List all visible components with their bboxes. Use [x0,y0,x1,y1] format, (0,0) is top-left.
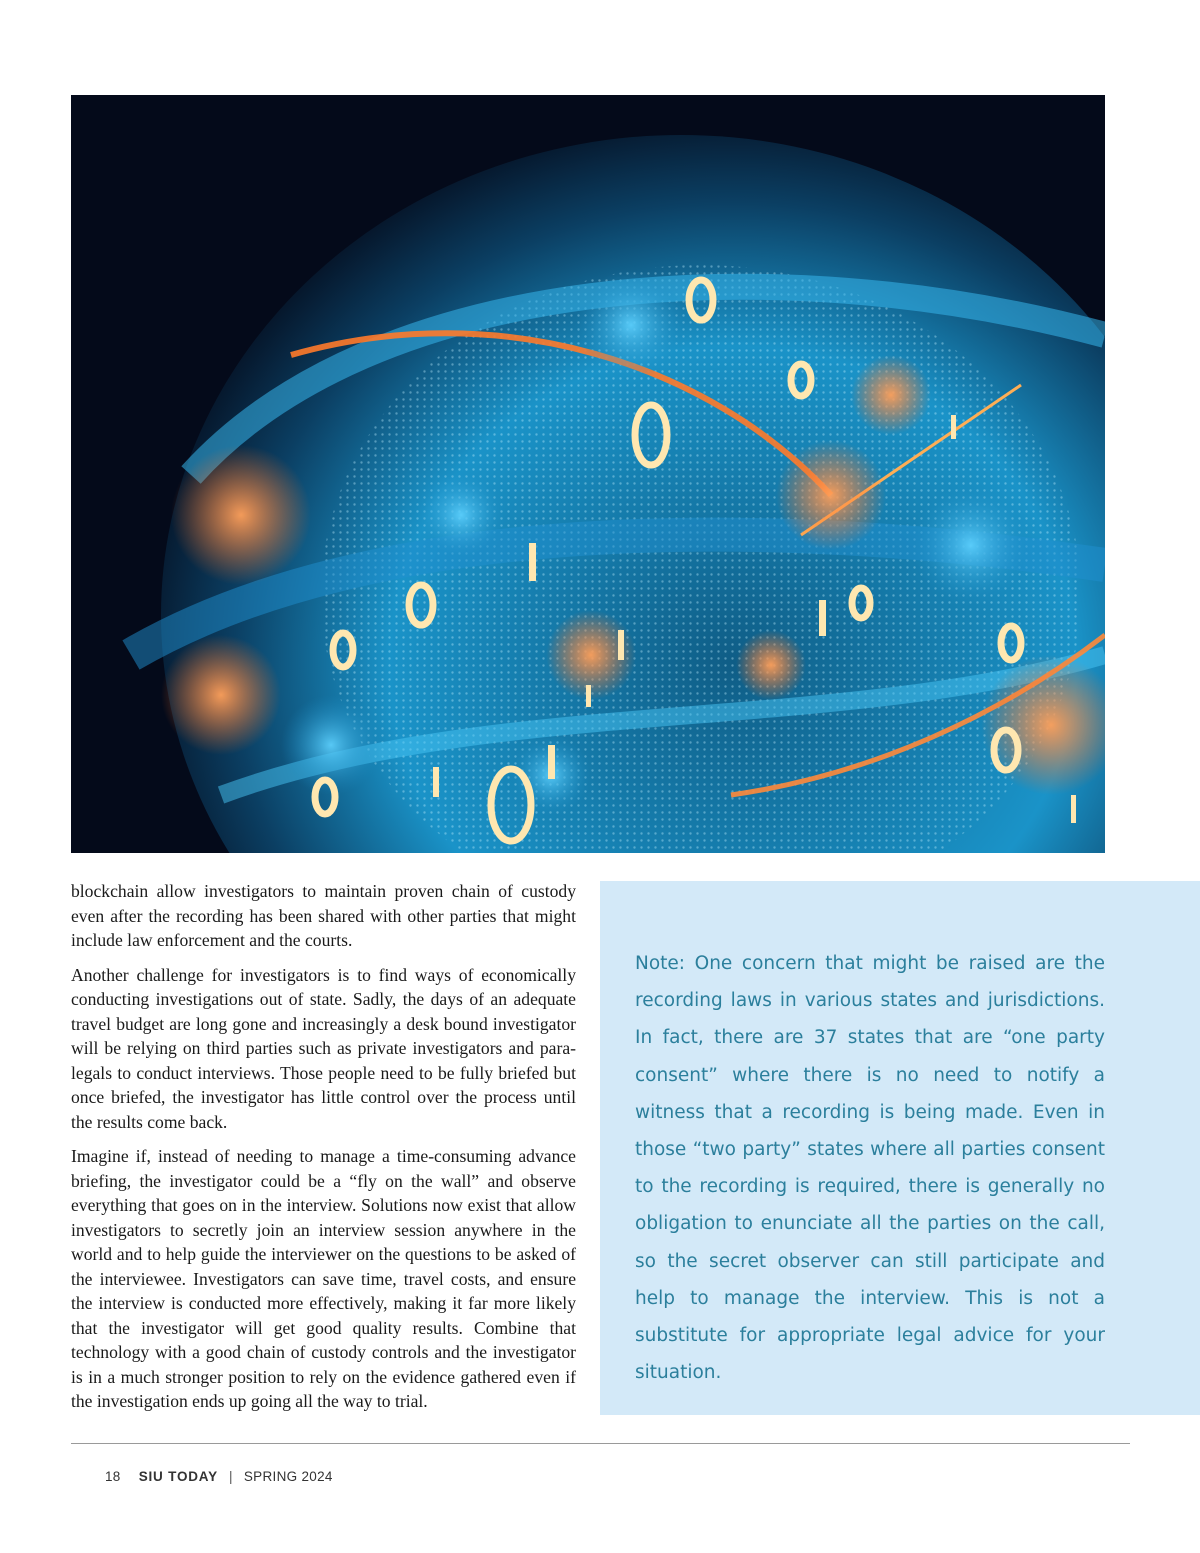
page-number: 18 [105,1469,121,1484]
footer-divider [71,1443,1130,1444]
article-body [71,879,576,1424]
article-paragraph-3: Imagine if, instead of needing to manage a time-consuming advance briefing, the investigator could be a “fly on the wall” and observe everything that goes on in the interview. Solutions now exist that allow investigators to secretly join an interview session anywhere in the world and to help guide the interviewer on the questions to be asked of the interviewee. Investigators can save time, travel costs, and ensure the interview is conducted more effectively, making it far more likely that the investigator will get good quality results. Combine that technology with a good chain of custody controls and the investigator is in a much stronger position to rely on the evidence gathered even if the investigation ends up going all the way to trial. [71,1146,576,1411]
issue-label: SPRING 2024 [243,1469,333,1484]
footer-separator: | [228,1469,233,1484]
note-callout [600,881,1200,1415]
hero-image [71,95,1105,853]
page-footer [105,1469,333,1484]
note-text: Note: One concern that might be raised are the recording laws in various states and jurisdictions. In fact, there are 37 states that are “one party consent” where there is no need to notify a witness that a recording is being made. Even in those “two party” states where all parties consent to the recording is required, there is generally no obligation to enunciate all the parties on the call, so the secret observer can still participate and help to manage the interview. This is not a substitute for appropriate legal advice for your situation. [635,953,1105,1384]
article-paragraph-1: blockchain allow investigators to maintain proven chain of custody even after the recording has been shared with other parties that might include law enforcement and the courts. [71,881,576,950]
article-paragraph-2: Another challenge for investigators is to find ways of economically conducting investigations out of state. Sadly, the days of an adequate travel budget are long gone and increasingly a desk bound investigator will be relying on third parties such as private investigators and para-legals to conduct interviews. Those people need to be fully briefed but once briefed, the investigator has little control over the process until the results come back. [71,964,576,1132]
publication-name: SIU TODAY [138,1469,218,1484]
digital-globe-icon [71,95,1105,853]
